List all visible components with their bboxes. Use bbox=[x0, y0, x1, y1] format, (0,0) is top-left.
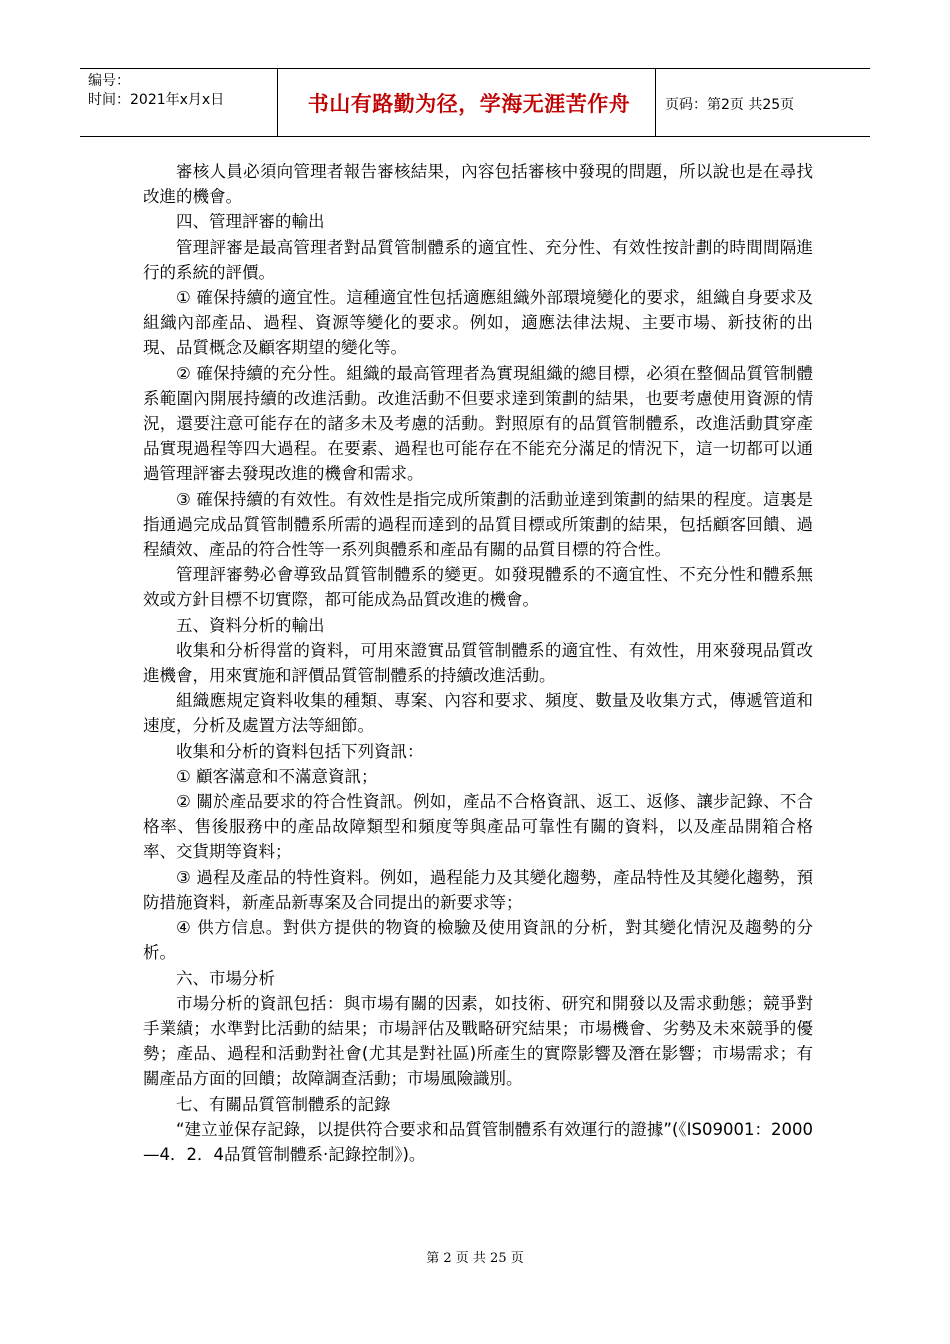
paragraph: 管理評審是最高管理者對品質管制體系的適宜性、充分性、有效性按計劃的時間間隔進行的系統的評價。 bbox=[143, 237, 813, 282]
header-bottom-rule bbox=[80, 136, 870, 137]
paragraph: ③ 過程及產品的特性資料。例如，過程能力及其變化趨勢，產品特性及其變化趨勢，預防措施資料，新產品新專案及合同提出的新要求等； bbox=[143, 867, 813, 912]
paragraph: ② 關於產品要求的符合性資訊。例如，產品不合格資訊、返工、返修、讓步記錄、不合格率、售後服務中的產品故障類型和頻度等與產品可靠性有關的資料，以及產品開箱合格率、交貨期等資料； bbox=[143, 792, 813, 862]
paragraph: 收集和分析得當的資料，可用來證實品質管制體系的適宜性、有效性，用來發現品質改進機會，用來實施和評價品質管制體系的持續改進活動。 bbox=[143, 640, 813, 686]
paragraph: ④ 供方信息。對供方提供的物資的檢驗及使用資訊的分析，對其變化情況及趨勢的分析。 bbox=[143, 918, 813, 963]
header-top-rule bbox=[80, 68, 870, 69]
paragraph: 管理評審勢必會導致品質管制體系的變更。如發現體系的不適宜性、不充分性和體系無效或方針目標不切實際，都可能成為品質改進的機會。 bbox=[143, 565, 813, 610]
header-divider-left bbox=[277, 68, 278, 136]
paragraph: 七、有關品質管制體系的記錄 bbox=[176, 1094, 391, 1114]
paragraph: ① 確保持續的適宜性。這種適宜性包括適應組織外部環境變化的要求，組織自身要求及組織內部產品、過程、資源等變化的要求。例如，適應法律法規、主要市場、新技術的出現、品質概念及顧客期望的變化等。 bbox=[143, 288, 813, 358]
paragraph: “建立並保存記錄，以提供符合要求和品質管制體系有效運行的證據”(《IS09001：2000—4．2．4品質管制體系·記錄控制》)。 bbox=[143, 1119, 813, 1164]
paragraph: 市場分析的資訊包括：與市場有關的因素，如技術、研究和開發以及需求動態；競爭對手業績；水準對比活動的結果；市場評估及戰略研究結果；市場機會、劣勢及未來競爭的優勢；產品、過程和活動對社會(尤其是對社區)所產生的實際影響及潛在影響；市場需求；有關產品方面的回饋；故障調查活動；市場風險識別。 bbox=[143, 993, 813, 1089]
paragraph: 四、管理評審的輸出 bbox=[176, 212, 325, 232]
header-meta bbox=[88, 72, 224, 110]
paragraph: 組織應規定資料收集的種類、專案、內容和要求、頻度、數量及收集方式，傳遞管道和速度，分析及處置方法等細節。 bbox=[143, 691, 813, 736]
page-footer: 第 2 页 共 25 页 bbox=[426, 1251, 524, 1266]
paragraph: 六、市場分析 bbox=[176, 968, 275, 988]
header-page-number: 页码：第2页 共25页 bbox=[665, 97, 795, 113]
paragraph: ② 確保持續的充分性。組織的最高管理者為實現組織的總目標，必須在整個品質管制體系範圍內開展持續的改進活動。改進活動不但要求達到策劃的結果，也要考慮使用資源的情況，還要注意可能存在的諸多未及考慮的活動。對照原有的品質管制體系，改進活動貫穿產品實現過程等四大過程。在要素、過程也可能存在不能充分滿足的情況下，這一切都可以通過管理評審去發現改進的機會和需求。 bbox=[143, 363, 813, 484]
paragraph: ① 顧客滿意和不滿意資訊； bbox=[176, 766, 378, 786]
document-number-label: 编号： bbox=[88, 73, 130, 89]
document-date-label: 时间：2021年x月x日 bbox=[88, 92, 225, 108]
header-divider-right bbox=[655, 68, 656, 136]
paragraph: ③ 確保持續的有效性。有效性是指完成所策劃的活動並達到策劃的結果的程度。這裏是指通過完成品質管制體系所需的過程而達到的品質目標或所策劃的結果，包括顧客回饋、過程績效、產品的符合性等一系列與體系和產品有關的品質目標的符合性。 bbox=[143, 489, 813, 560]
paragraph: 審核人員必須向管理者報告審核結果，內容包括審核中發現的問題，所以說也是在尋找改進的機會。 bbox=[143, 162, 813, 207]
document-body bbox=[143, 159, 813, 1167]
header-motto: 书山有路勤为径，学海无涯苦作舟 bbox=[307, 92, 631, 116]
paragraph: 五、資料分析的輸出 bbox=[176, 615, 325, 635]
paragraph: 收集和分析的資料包括下列資訊： bbox=[176, 741, 424, 761]
